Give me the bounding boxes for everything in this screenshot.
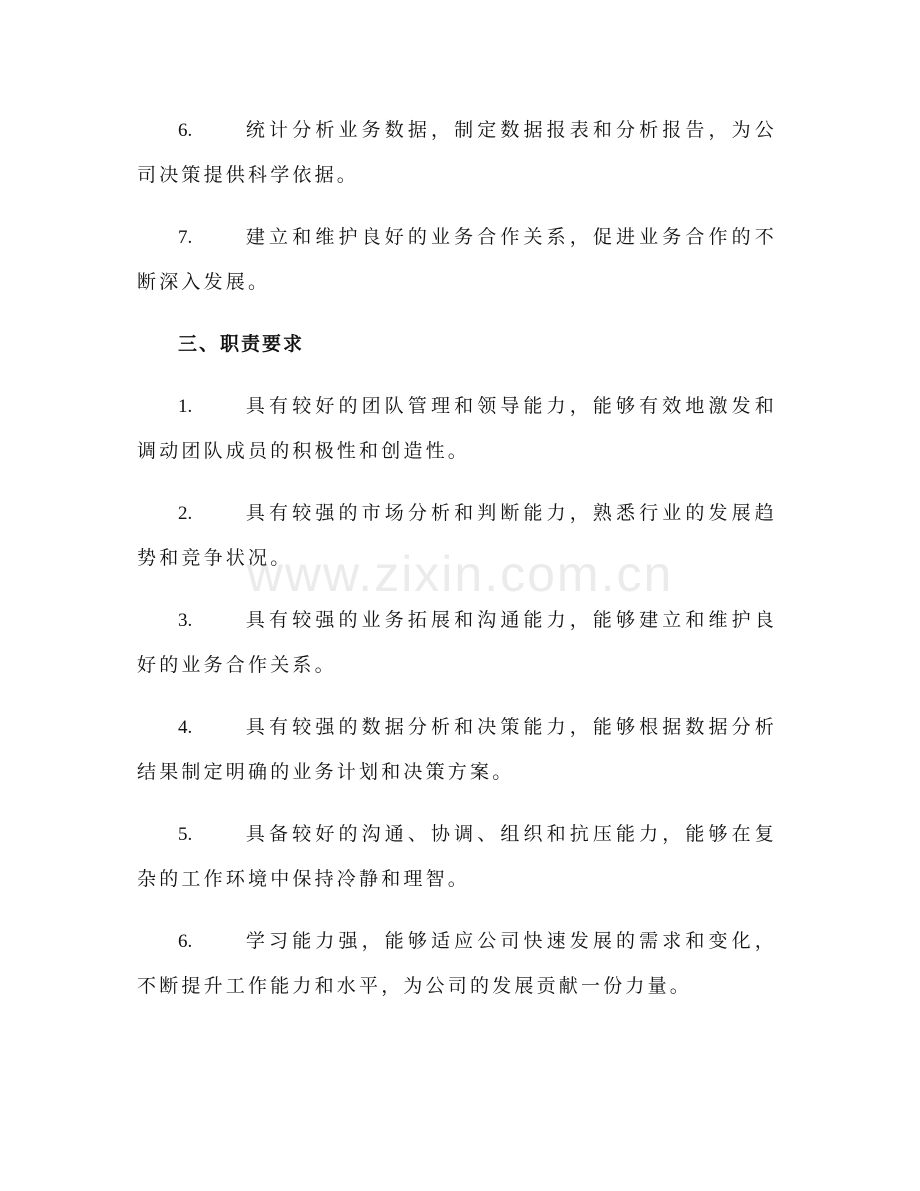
item-text: 学习能力强，能够适应公司快速发展的需求和变化，不断提升工作能力和水平，为公司的发展贡献一份力量。 <box>137 930 777 997</box>
list-item <box>137 384 777 473</box>
item-number: 6. <box>178 931 193 952</box>
list-item <box>137 598 777 687</box>
item-number: 3. <box>178 610 193 631</box>
item-number: 2. <box>178 503 193 524</box>
item-text: 具有较好的团队管理和领导能力，能够有效地激发和调动团队成员的积极性和创造性。 <box>137 395 777 462</box>
item-text: 具有较强的业务拓展和沟通能力，能够建立和维护良好的业务合作关系。 <box>137 609 777 676</box>
item-text: 具备较好的沟通、协调、组织和抗压能力，能够在复杂的工作环境中保持冷静和理智。 <box>137 823 777 890</box>
item-number: 6. <box>178 120 193 141</box>
list-item <box>137 491 777 580</box>
list-item <box>137 215 777 304</box>
item-text: 建立和维护良好的业务合作关系，促进业务合作的不断深入发展。 <box>137 226 777 293</box>
item-text: 具有较强的数据分析和决策能力，能够根据数据分析结果制定明确的业务计划和决策方案。 <box>137 716 777 783</box>
item-number: 4. <box>178 717 193 738</box>
list-item <box>137 705 777 794</box>
section-heading: 三、职责要求 <box>178 333 305 355</box>
watermark: www.zixin.com.cn <box>246 546 674 602</box>
item-number: 7. <box>178 227 193 248</box>
item-text: 统计分析业务数据，制定数据报表和分析报告，为公司决策提供科学依据。 <box>137 119 777 186</box>
item-number: 1. <box>178 396 193 417</box>
list-item <box>137 108 777 197</box>
document-body <box>137 108 777 1026</box>
list-item <box>137 919 777 1008</box>
item-text: 具有较强的市场分析和判断能力，熟悉行业的发展趋势和竞争状况。 <box>137 502 777 569</box>
list-item <box>137 812 777 901</box>
item-number: 5. <box>178 824 193 845</box>
